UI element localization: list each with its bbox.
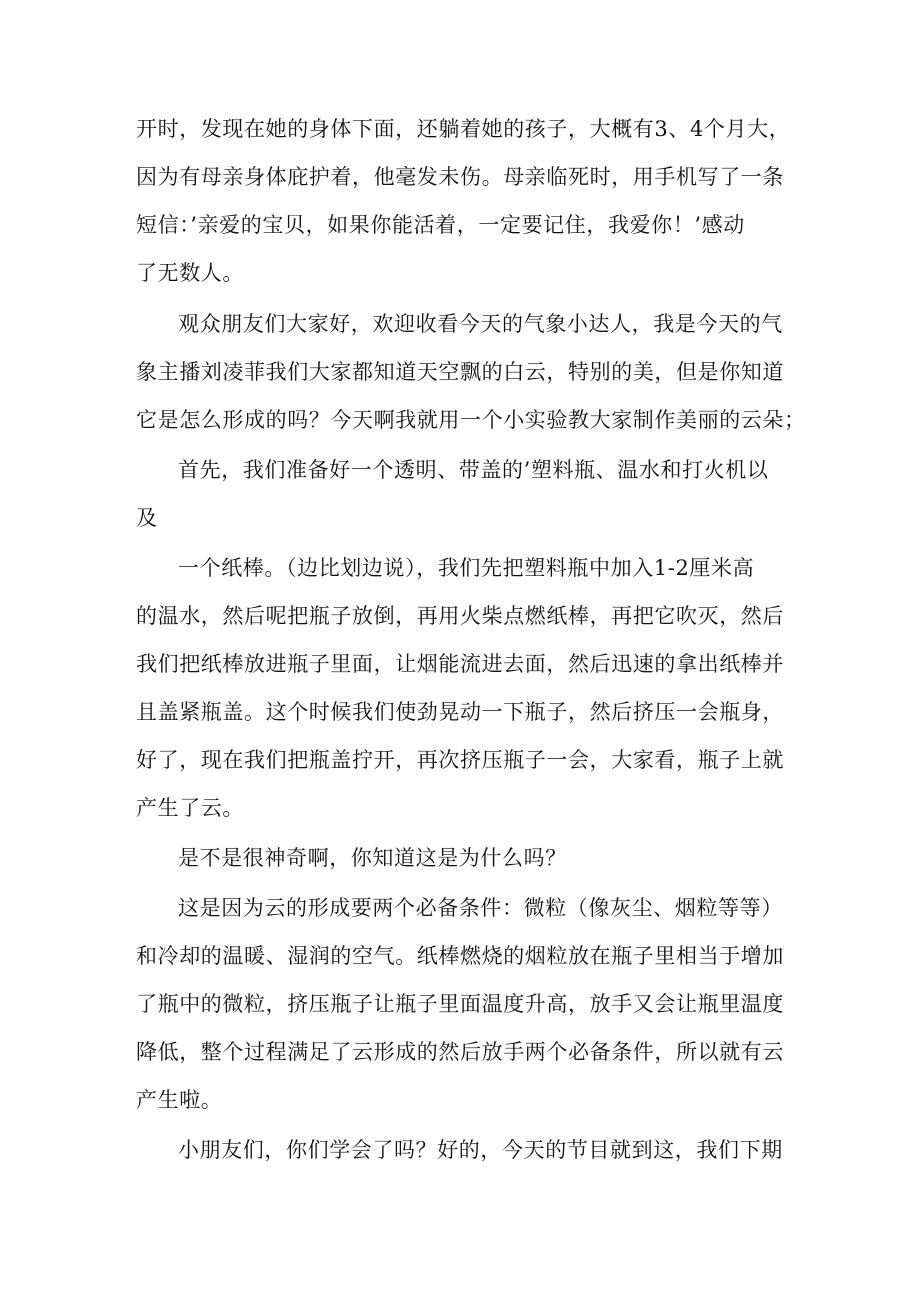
text-line: 好了，现在我们把瓶盖拧开，再次挤压瓶子一会，大家看，瓶子上就	[136, 748, 784, 772]
text-line: 了无数人。	[136, 261, 244, 285]
paragraph-first-line: 这是因为云的形成要两个必备条件：微粒（像灰尘、烟粒等等）	[178, 896, 783, 920]
text-line: 产生了云。	[136, 796, 244, 820]
text-line: 了瓶中的微粒，挤压瓶子让瓶子里面温度升高，放手又会让瓶里温度	[136, 992, 784, 1016]
paragraph-first-line: 首先，我们准备好一个透明、带盖的’塑料瓶、温水和打火机以	[178, 458, 769, 482]
text-line: 产生啦。	[136, 1088, 223, 1112]
text-line: 它是怎么形成的吗？今天啊我就用一个小实验教大家制作美丽的云朵；	[136, 408, 806, 432]
text-line: 象主播刘凌菲我们大家都知道天空飘的白云，特别的美，但是你知道	[136, 360, 784, 384]
text-line: 且盖紧瓶盖。这个时候我们使劲晃动一下瓶子，然后挤压一会瓶身，	[136, 700, 784, 724]
text-line: 我们把纸棒放进瓶子里面，让烟能流进去面，然后迅速的拿出纸棒并	[136, 652, 784, 676]
text-line: 短信：’亲爱的宝贝，如果你能活着，一定要记住，我爱你！’感动	[136, 213, 745, 237]
paragraph-first-line: 小朋友们，你们学会了吗？好的，今天的节目就到这，我们下期	[178, 1138, 783, 1162]
text-line: 的温水，然后呢把瓶子放倒，再用火柴点燃纸棒，再把它吹灭，然后	[136, 604, 784, 628]
text-line: 开时，发现在她的身体下面，还躺着她的孩子，大概有3、4个月大，	[136, 117, 791, 141]
text-line: 及	[136, 506, 158, 530]
text-line: 和冷却的温暖、湿润的空气。纸棒燃烧的烟粒放在瓶子里相当于增加	[136, 944, 784, 968]
text-line: 降低，整个过程满足了云形成的然后放手两个必备条件，所以就有云	[136, 1040, 784, 1064]
paragraph-first-line: 一个纸棒。（边比划边说），我们先把塑料瓶中加入1-2厘米高	[178, 556, 755, 580]
paragraph-first-line: 观众朋友们大家好，欢迎收看今天的气象小达人，我是今天的气	[178, 312, 783, 336]
text-line: 因为有母亲身体庇护着，他毫发未伤。母亲临死时，用手机写了一条	[136, 165, 784, 189]
paragraph-first-line: 是不是很神奇啊，你知道这是为什么吗？	[178, 846, 567, 870]
